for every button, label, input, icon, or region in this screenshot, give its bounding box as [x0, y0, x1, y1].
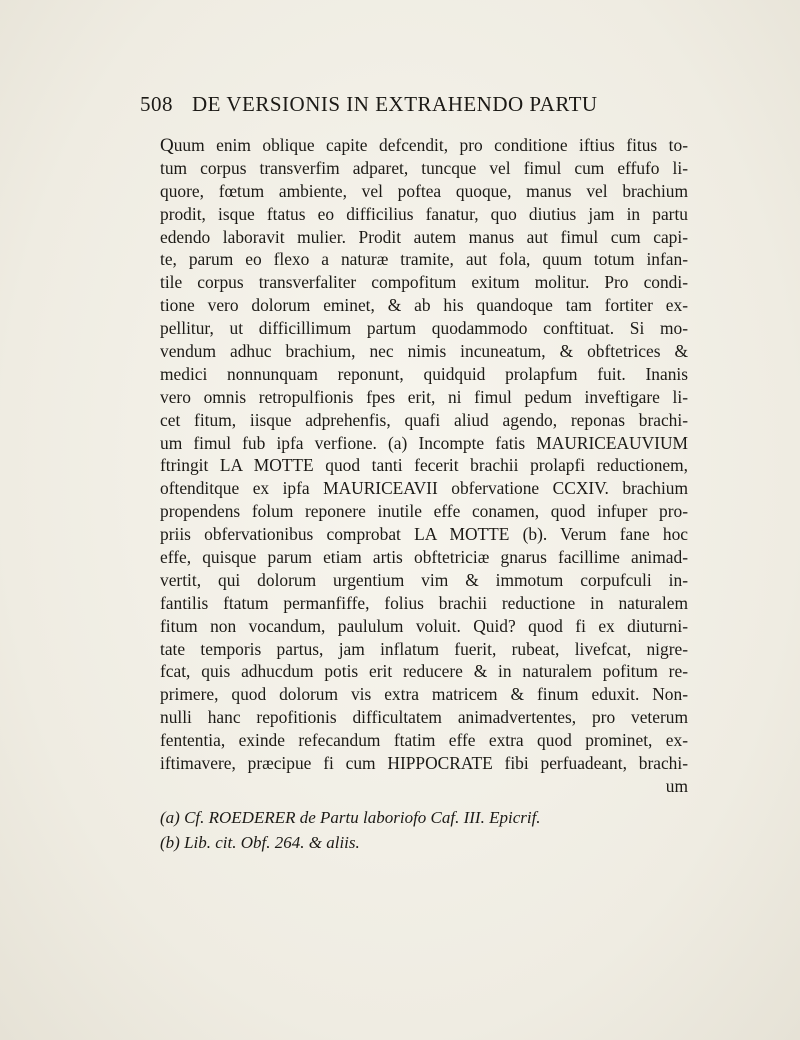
running-title: DE VERSIONIS IN EXTRAHENDO PARTU	[192, 92, 598, 116]
text-line: quore, fœtum ambiente, vel poftea quoque, manus vel brachium	[160, 180, 688, 201]
text-line: priis obfervationibus comprobat LA MOTTE (b). Verum fane hoc	[160, 524, 688, 545]
text-line: fententia, exinde refecandum ftatim effe extra quod prominet, ex-	[160, 730, 688, 751]
text-line: effe, quisque parum etiam artis obftetriciæ gnarus facillime animad-	[160, 547, 688, 568]
text-line: pellitur, ut difficillimum partum quodammodo conftituat. Si mo-	[160, 318, 688, 339]
text-line: tate temporis partus, jam inflatum fuerit, rubeat, livefcat, nigre-	[160, 638, 688, 659]
text-line: iftimavere, præcipue fi cum HIPPOCRATE fibi perfuadeant, brachi-	[160, 753, 688, 774]
text-line: tum corpus transverfim adparet, tuncque vel fimul cum effufo li-	[160, 157, 688, 178]
text-line: medici nonnunquam reponunt, quidquid prolapfum fuit. Inanis	[160, 363, 688, 384]
text-line: vertit, qui dolorum urgentium vim & immotum corpufculi in-	[160, 569, 688, 590]
text-line: te, parum eo flexo a naturæ tramite, aut fola, quum totum infan-	[160, 249, 688, 270]
text-line: um	[665, 775, 688, 796]
footnotes	[160, 805, 680, 855]
text-line: fcat, quis adhucdum potis erit reducere & in naturalem pofitum re-	[160, 661, 688, 682]
page-number: 508	[140, 92, 173, 116]
footnote-a: (a) Cf. ROEDERER de Partu laboriofo Caf. III. Epicrif.	[160, 808, 541, 827]
text-line: um fimul fub ipfa verfione. (a) Incompte fatis MAURICEAUVIUM	[160, 432, 688, 453]
footnote-b: (b) Lib. cit. Obf. 264. & aliis.	[160, 833, 360, 852]
text-line: cet fitum, iisque adprehenfis, quafi aliud agendo, reponas brachi-	[160, 409, 688, 430]
text-line: vendum adhuc brachium, nec nimis incuneatum, & obftetrices &	[160, 341, 688, 362]
text-line: propendens folum reponere inutile effe conamen, quod infuper pro-	[160, 501, 688, 522]
text-line: primere, quod dolorum vis extra matricem & finum eduxit. Non-	[160, 684, 688, 705]
text-line: nulli hanc repofitionis difficultatem animadvertentes, pro veterum	[160, 707, 688, 728]
page-header	[140, 92, 700, 122]
text-line: vero omnis retropulfionis fpes erit, ni fimul pedum inveftigare li-	[160, 386, 688, 407]
text-line: tile corpus transverfaliter compofitum exitum molitur. Pro condi-	[160, 272, 688, 293]
text-line: edendo laboravit mulier. Prodit autem manus aut fimul cum capi-	[160, 226, 688, 247]
text-line: ftringit LA MOTTE quod tanti fecerit brachii prolapfi reductionem,	[160, 455, 688, 476]
text-line: oftenditque ex ipfa MAURICEAVII obfervatione CCXIV. brachium	[160, 478, 688, 499]
text-line: tione vero dolorum eminet, & ab his quandoque tam fortiter ex-	[160, 295, 688, 316]
text-line: fantilis ftatum permanfiffe, folius brachii reductione in naturalem	[160, 592, 688, 613]
body-text	[160, 134, 688, 798]
text-line: prodit, isque ftatus eo difficilius fanatur, quo diutius jam in partu	[160, 203, 688, 224]
text-line: fitum non vocandum, paululum voluit. Quid? quod fi ex diuturni-	[160, 615, 688, 636]
text-line: Quum enim oblique capite defcendit, pro conditione iftius fitus to-	[160, 135, 688, 156]
